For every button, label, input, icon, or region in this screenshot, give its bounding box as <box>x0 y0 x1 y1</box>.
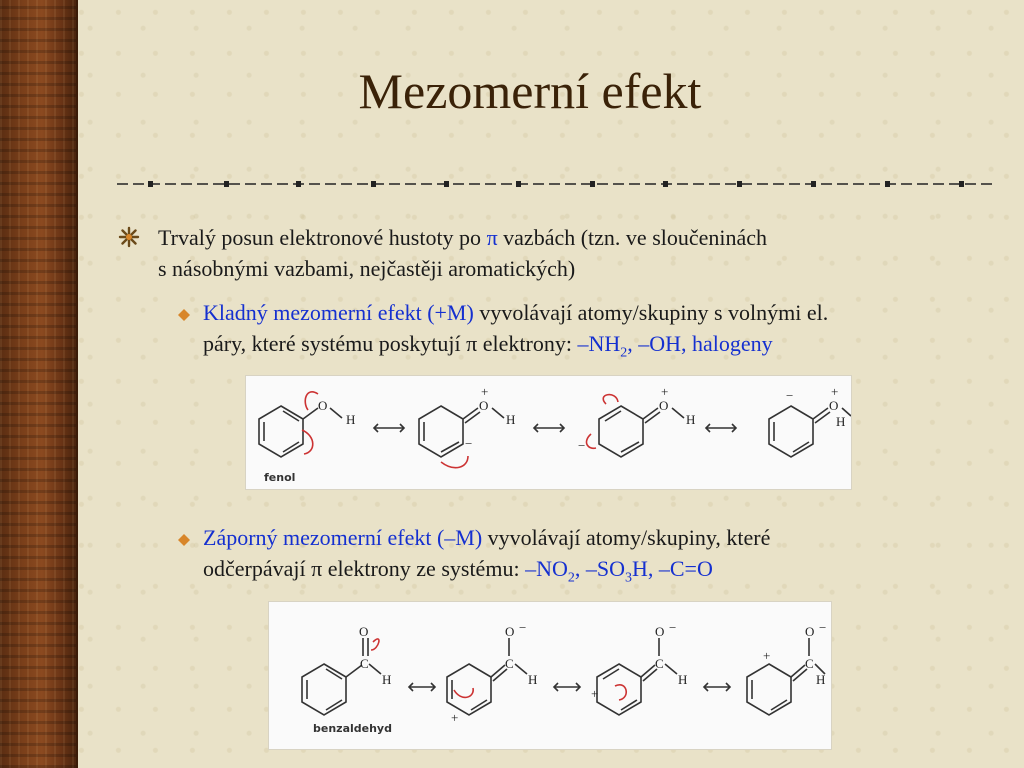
diamond-bullet-icon <box>178 309 190 321</box>
charge-minus-b2: − <box>519 620 527 635</box>
atom-c-b3: C <box>655 656 664 671</box>
atom-h-b2: H <box>528 672 538 687</box>
group-so-sub: 3 <box>624 570 632 586</box>
atom-h-b4: H <box>816 672 826 687</box>
atom-o-4: O <box>829 398 839 413</box>
sub1-group-nh: –NH <box>577 331 621 356</box>
atom-h-b1: H <box>382 672 392 687</box>
charge-minus-4: − <box>786 388 794 403</box>
group-rest: H, –C=O <box>631 556 713 581</box>
atom-o-2: O <box>479 398 489 413</box>
sub2-text2: odčerpávají π elektrony ze systému: <box>203 556 526 581</box>
charge-plus-4: + <box>831 384 839 399</box>
atom-o-b3: O <box>655 624 665 639</box>
atom-c-b4: C <box>805 656 814 671</box>
atom-h-3: H <box>686 412 696 427</box>
atom-o-b4: O <box>805 624 815 639</box>
charge-minus-b3: − <box>669 620 677 635</box>
charge-plus-b4: + <box>763 648 771 663</box>
charge-minus-3: − <box>578 438 586 453</box>
charge-plus-2: + <box>481 384 489 399</box>
phenol-structures <box>246 376 851 489</box>
atom-c-b2: C <box>505 656 514 671</box>
atom-h-b3: H <box>678 672 688 687</box>
bullet-main-line1-end: vazbách (tzn. ve sloučeninách <box>497 225 768 250</box>
atom-h-1: H <box>346 412 356 427</box>
sub1-group-rest: , –OH, halogeny <box>627 331 773 356</box>
sub1-group-sub: 2 <box>620 345 628 361</box>
atom-h-2: H <box>506 412 516 427</box>
figure-label-benzaldehyd: benzaldehyd <box>313 722 392 735</box>
sub-bullet-negative-text <box>203 522 770 593</box>
benzaldehyde-resonance-figure <box>268 601 832 750</box>
pi-symbol: π <box>486 225 498 250</box>
atom-o-3: O <box>659 398 669 413</box>
atom-o-b2: O <box>505 624 515 639</box>
wood-border <box>0 0 78 768</box>
diamond-bullet-icon <box>178 534 190 546</box>
group-so: , –SO <box>574 556 625 581</box>
term-positive: Kladný mezomerní efekt (+M) <box>203 300 474 325</box>
atom-o-b1: O <box>359 624 369 639</box>
slide-title: Mezomerní efekt <box>358 63 702 119</box>
bullet-main-text <box>158 222 978 284</box>
sub2-text1: vyvolávají atomy/skupiny, které <box>482 525 771 550</box>
bullet-main-line2: s násobnými vazbami, nejčastěji aromatických) <box>158 256 576 281</box>
sub-bullet-positive-text <box>203 297 828 368</box>
atom-c-b1: C <box>360 656 369 671</box>
sub1-text2: páry, které systému poskytují π elektrony: <box>203 331 578 356</box>
charge-plus-b2: + <box>451 710 459 725</box>
charge-minus-2: − <box>465 436 473 451</box>
sub1-text1: vyvolávají atomy/skupiny s volnými el. <box>473 300 829 325</box>
dashed-divider <box>117 176 997 192</box>
figure-label-fenol: fenol <box>264 471 296 484</box>
term-negative: Záporný mezomerní efekt (–M) <box>203 525 483 550</box>
charge-plus-b3: + <box>591 686 599 701</box>
atom-h-4: H <box>836 414 846 429</box>
atom-o-1: O <box>318 398 328 413</box>
star-bullet-icon <box>118 226 140 248</box>
bullet-main-line1: Trvalý posun elektronové hustoty po <box>158 225 487 250</box>
charge-plus-3: + <box>661 384 669 399</box>
phenol-resonance-figure <box>245 375 852 490</box>
group-no-sub: 2 <box>567 570 575 586</box>
group-no: –NO <box>525 556 568 581</box>
charge-minus-b4: − <box>819 620 827 635</box>
